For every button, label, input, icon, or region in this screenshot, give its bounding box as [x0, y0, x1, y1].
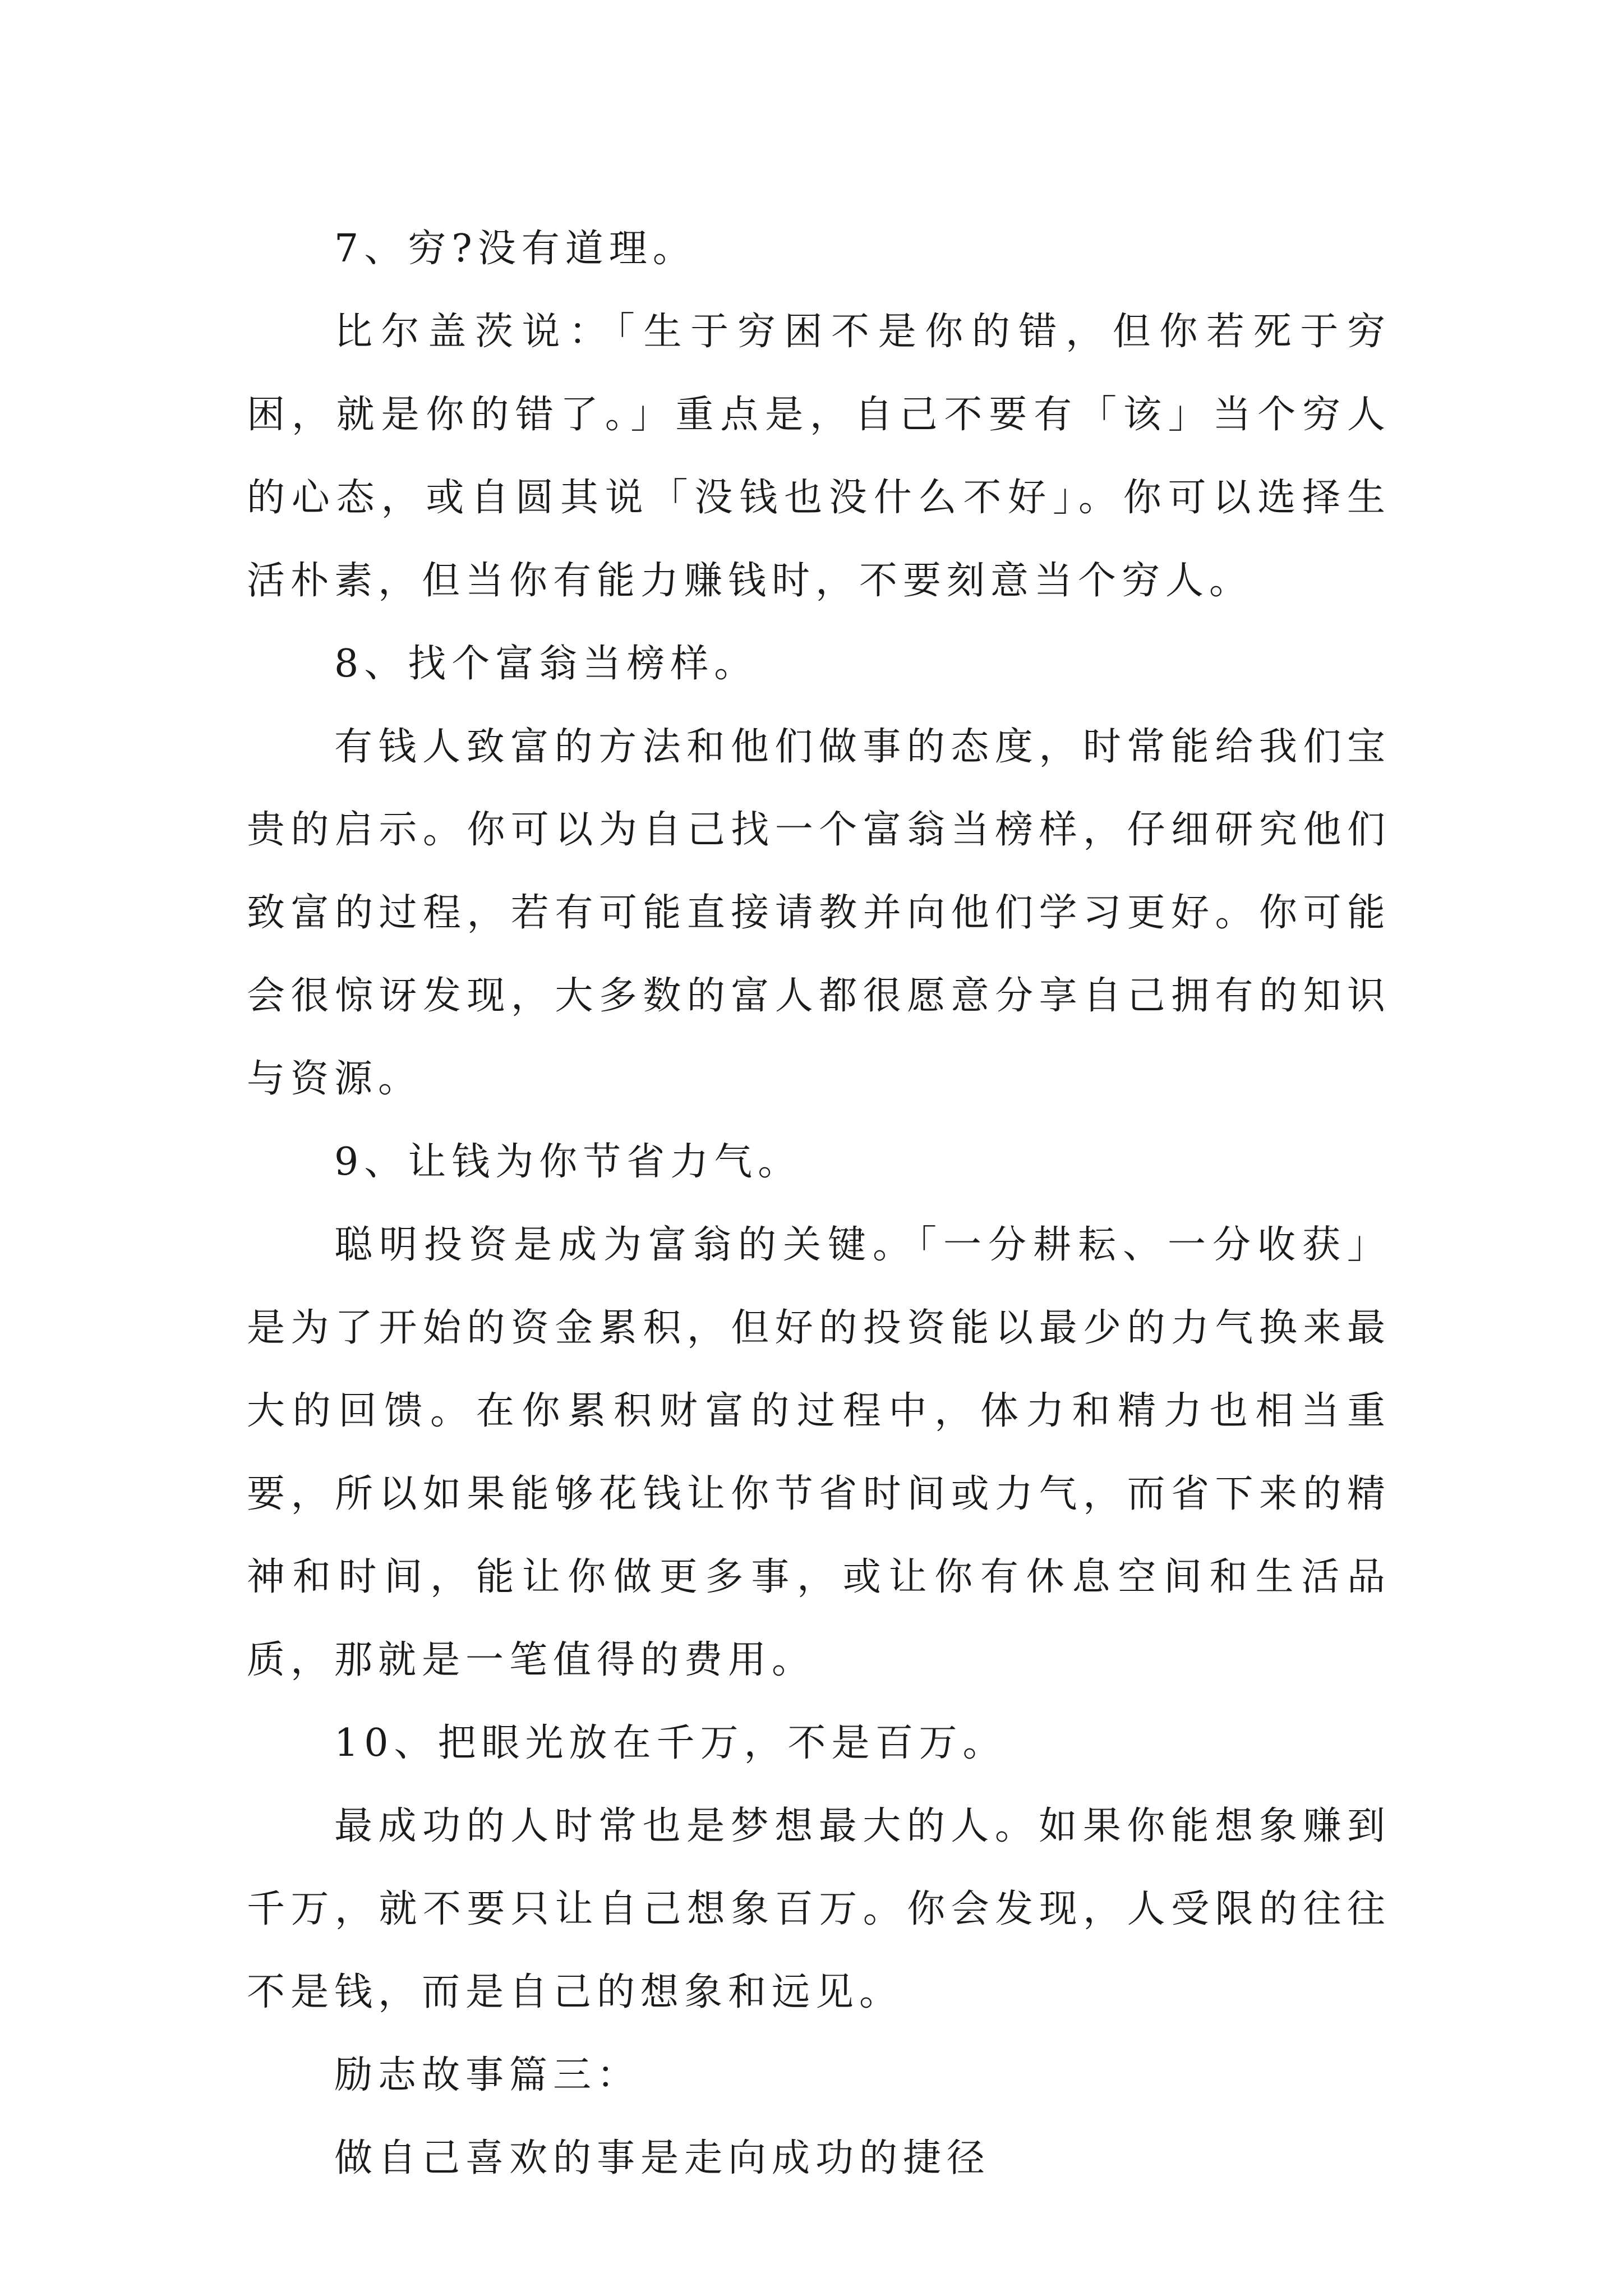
document-body	[247, 208, 1391, 2200]
heading-8: 8、找个富翁当榜样。	[334, 642, 758, 686]
body-paragraph-9: 聪明投资是成为富翁的关键。「一分耕耘、一分收获」是为了开始的资金累积，但好的投资能以最少的力气换来最大的回馈。在你累积财富的过程中，体力和精力也相当重要，所以如果能够花钱让你节省时间或力气，而省下来的精神和时间，能让你做更多事，或让你有休息空间和生活品质，那就是一笔值得的费用。	[247, 1223, 1391, 1682]
heading-7: 7、穷?没有道理。	[334, 227, 697, 271]
body-paragraph-8: 有钱人致富的方法和他们做事的态度，时常能给我们宝贵的启示。你可以为自己找一个富翁当榜样，仔细研究他们致富的过程，若有可能直接请教并向他们学习更好。你可能会很惊讶发现，大多数的富人都很愿意分享自己拥有的知识与资源。	[247, 725, 1391, 1101]
heading-9: 9、让钱为你节省力气。	[334, 1140, 802, 1184]
heading-10: 10、把眼光放在千万，不是百万。	[334, 1721, 1007, 1765]
body-paragraph-7: 比尔盖茨说：「生于穷困不是你的错，但你若死于穷困，就是你的错了。」重点是，自己不要有「该」当个穷人的心态，或自圆其说「没钱也没什么不好」。你可以选择生活朴素，但当你有能力赚钱时，不要刻意当个穷人。	[247, 310, 1391, 603]
section-heading: 励志故事篇三：	[334, 2053, 641, 2097]
story-title: 做自己喜欢的事是走向成功的捷径	[334, 2136, 991, 2180]
body-paragraph-10: 最成功的人时常也是梦想最大的人。如果你能想象赚到千万，就不要只让自己想象百万。你会发现，人受限的往往不是钱，而是自己的想象和远见。	[247, 1804, 1391, 2014]
